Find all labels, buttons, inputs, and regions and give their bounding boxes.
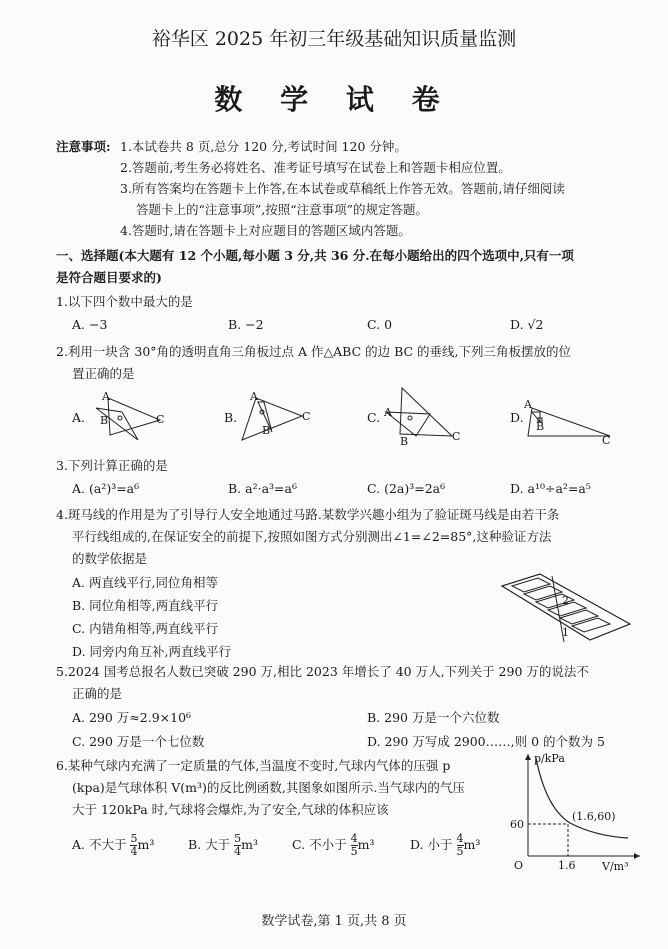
question-5-stem-cont: 正确的是 [72,686,123,701]
section-heading: 一、选择题(本大题有 12 个小题,每小题 3 分,共 36 分.在每小题给出的四个选项中,只有一项 [56,248,574,263]
label-a: A [250,390,258,403]
note-item: 1.本试卷共 8 页,总分 120 分,考试时间 120 分钟。 [120,139,407,154]
q4-option-b: B. 同位角相等,两直线平行 [72,598,219,613]
q5-option-d: D. 290 万写成 2900……,则 0 的个数为 5 [367,734,605,749]
notes-label: 注意事项: [56,139,111,154]
q2-figure-d [524,396,614,446]
label-c: C [156,413,165,426]
q2-figure-a [88,390,168,445]
q3-option-b: B. a²·a³=a⁶ [228,481,297,496]
curve [536,758,628,838]
question-2-stem: 2.利用一块含 30°角的透明直角三角板过点 A 作△ABC 的边 BC 的垂线,下列三角板摆放的位 [56,344,572,359]
question-6-stem: 6.某种气球内充满了一定质量的气体,当温度不变时,气球内气体的压强 p [56,758,451,773]
q5-option-b: B. 290 万是一个六位数 [367,710,500,725]
question-2-stem-cont: 置正确的是 [72,366,135,381]
question-4-stem-cont: 的数学依据是 [72,551,148,566]
question-4-stem: 4.斑马线的作用是为了引导行人安全地通过马路.某数学兴趣小组为了验证斑马线是由若干条 [56,507,560,522]
label-a: A [102,390,110,403]
question-6-stem-cont: 大于 120kPa 时,气球将会爆炸,为了安全,气球的体积应该 [72,802,389,817]
angle-1-label: 1 [562,626,569,639]
q1-option-d: D. √2 [510,317,544,332]
q4-option-a: A. 两直线平行,同位角相等 [72,575,218,590]
q2-figure-c [380,384,470,446]
question-4-stem-cont: 平行线组成的,在保证安全的前提下,按照如图方式分别测出∠1=∠2=85°,这种验证方法 [72,529,552,544]
q4-option-d: D. 同旁内角互补,两直线平行 [72,644,231,659]
page-footer: 数学试卷,第 1 页,共 8 页 [261,914,407,929]
section-heading-cont: 是符合题目要求的) [56,270,162,285]
label-c: C [302,410,311,423]
note-item: 2.答题前,考生务必将姓名、准考证号填写在试卷上和答题卡相应位置。 [120,160,511,175]
q6-option-b: B. 大于 $\frac{5}{4}$ m³ [188,832,258,858]
origin-label: O [514,859,524,872]
q3-option-d: D. a¹⁰÷a²=a⁵ [510,481,591,496]
question-1-stem: 1.以下四个数中最大的是 [56,294,193,309]
q1-option-c: C. 0 [367,317,393,332]
label-b: B [100,414,109,427]
label-a: A [524,398,532,411]
point-label: (1.6,60) [572,810,616,823]
x-tick-label: 1.6 [558,859,576,872]
note-item: 3.所有答案均在答题卡上作答,在本试卷或草稿纸上作答无效。答题前,请仔细阅读 [120,181,565,196]
q3-option-c: C. (2a)³=2a⁶ [367,481,446,496]
angle-2-label: 2 [562,594,569,607]
q6-option-a: A. 不大于 $\frac{5}{4}$ m³ [72,832,155,858]
q2-option-a: A. [72,410,86,425]
q2-option-b: B. [224,410,238,425]
zebra-crossing-figure [498,572,634,644]
q5-option-c: C. 290 万是一个七位数 [72,734,205,749]
y-tick-label: 60 [510,818,524,831]
exam-subject-title: 数 学 试 卷 [214,83,454,116]
question-3-stem: 3.下列计算正确的是 [56,458,168,473]
note-item: 4.答题时,请在答题卡上对应题目的答题区域内答题。 [120,223,411,238]
q6-option-d: D. 小于 $\frac{4}{5}$ m³ [410,832,481,858]
q2-option-c: C. [367,410,381,425]
q1-option-a: A. −3 [72,317,108,332]
q3-option-a: A. (a²)³=a⁶ [72,481,140,496]
label-b: B [400,435,409,446]
label-c: C [452,430,461,443]
q2-option-d: D. [510,410,524,425]
q4-option-c: C. 内错角相等,两直线平行 [72,621,219,636]
exam-header-title: 裕华区 2025 年初三年级基础知识质量监测 [151,28,517,50]
q1-option-b: B. −2 [228,317,264,332]
y-axis-label: p/kPa [534,752,565,765]
label-b: B [262,424,271,437]
question-6-stem-cont: (kpa)是气球体积 V(m³)的反比例函数,其图象如图所示.当气球内的气压 [72,780,465,795]
inverse-function-graph [500,748,648,872]
q2-figure-b [238,390,318,445]
label-a: A [384,406,392,419]
q5-option-a: A. 290 万≈2.9×10⁶ [72,710,192,725]
x-axis-label: V/m³ [602,860,629,872]
question-5-stem: 5.2024 国考总报名人数已突破 290 万,相比 2023 年增长了 40 万人,下列关于 290 万的说法不 [56,664,589,679]
label-c: C [602,434,611,446]
q6-option-c: C. 不小于 $\frac{4}{5}$ m³ [292,832,375,858]
label-b: B [536,420,545,433]
note-item: 答题卡上的“注意事项”,按照“注意事项”的规定答题。 [136,202,429,217]
